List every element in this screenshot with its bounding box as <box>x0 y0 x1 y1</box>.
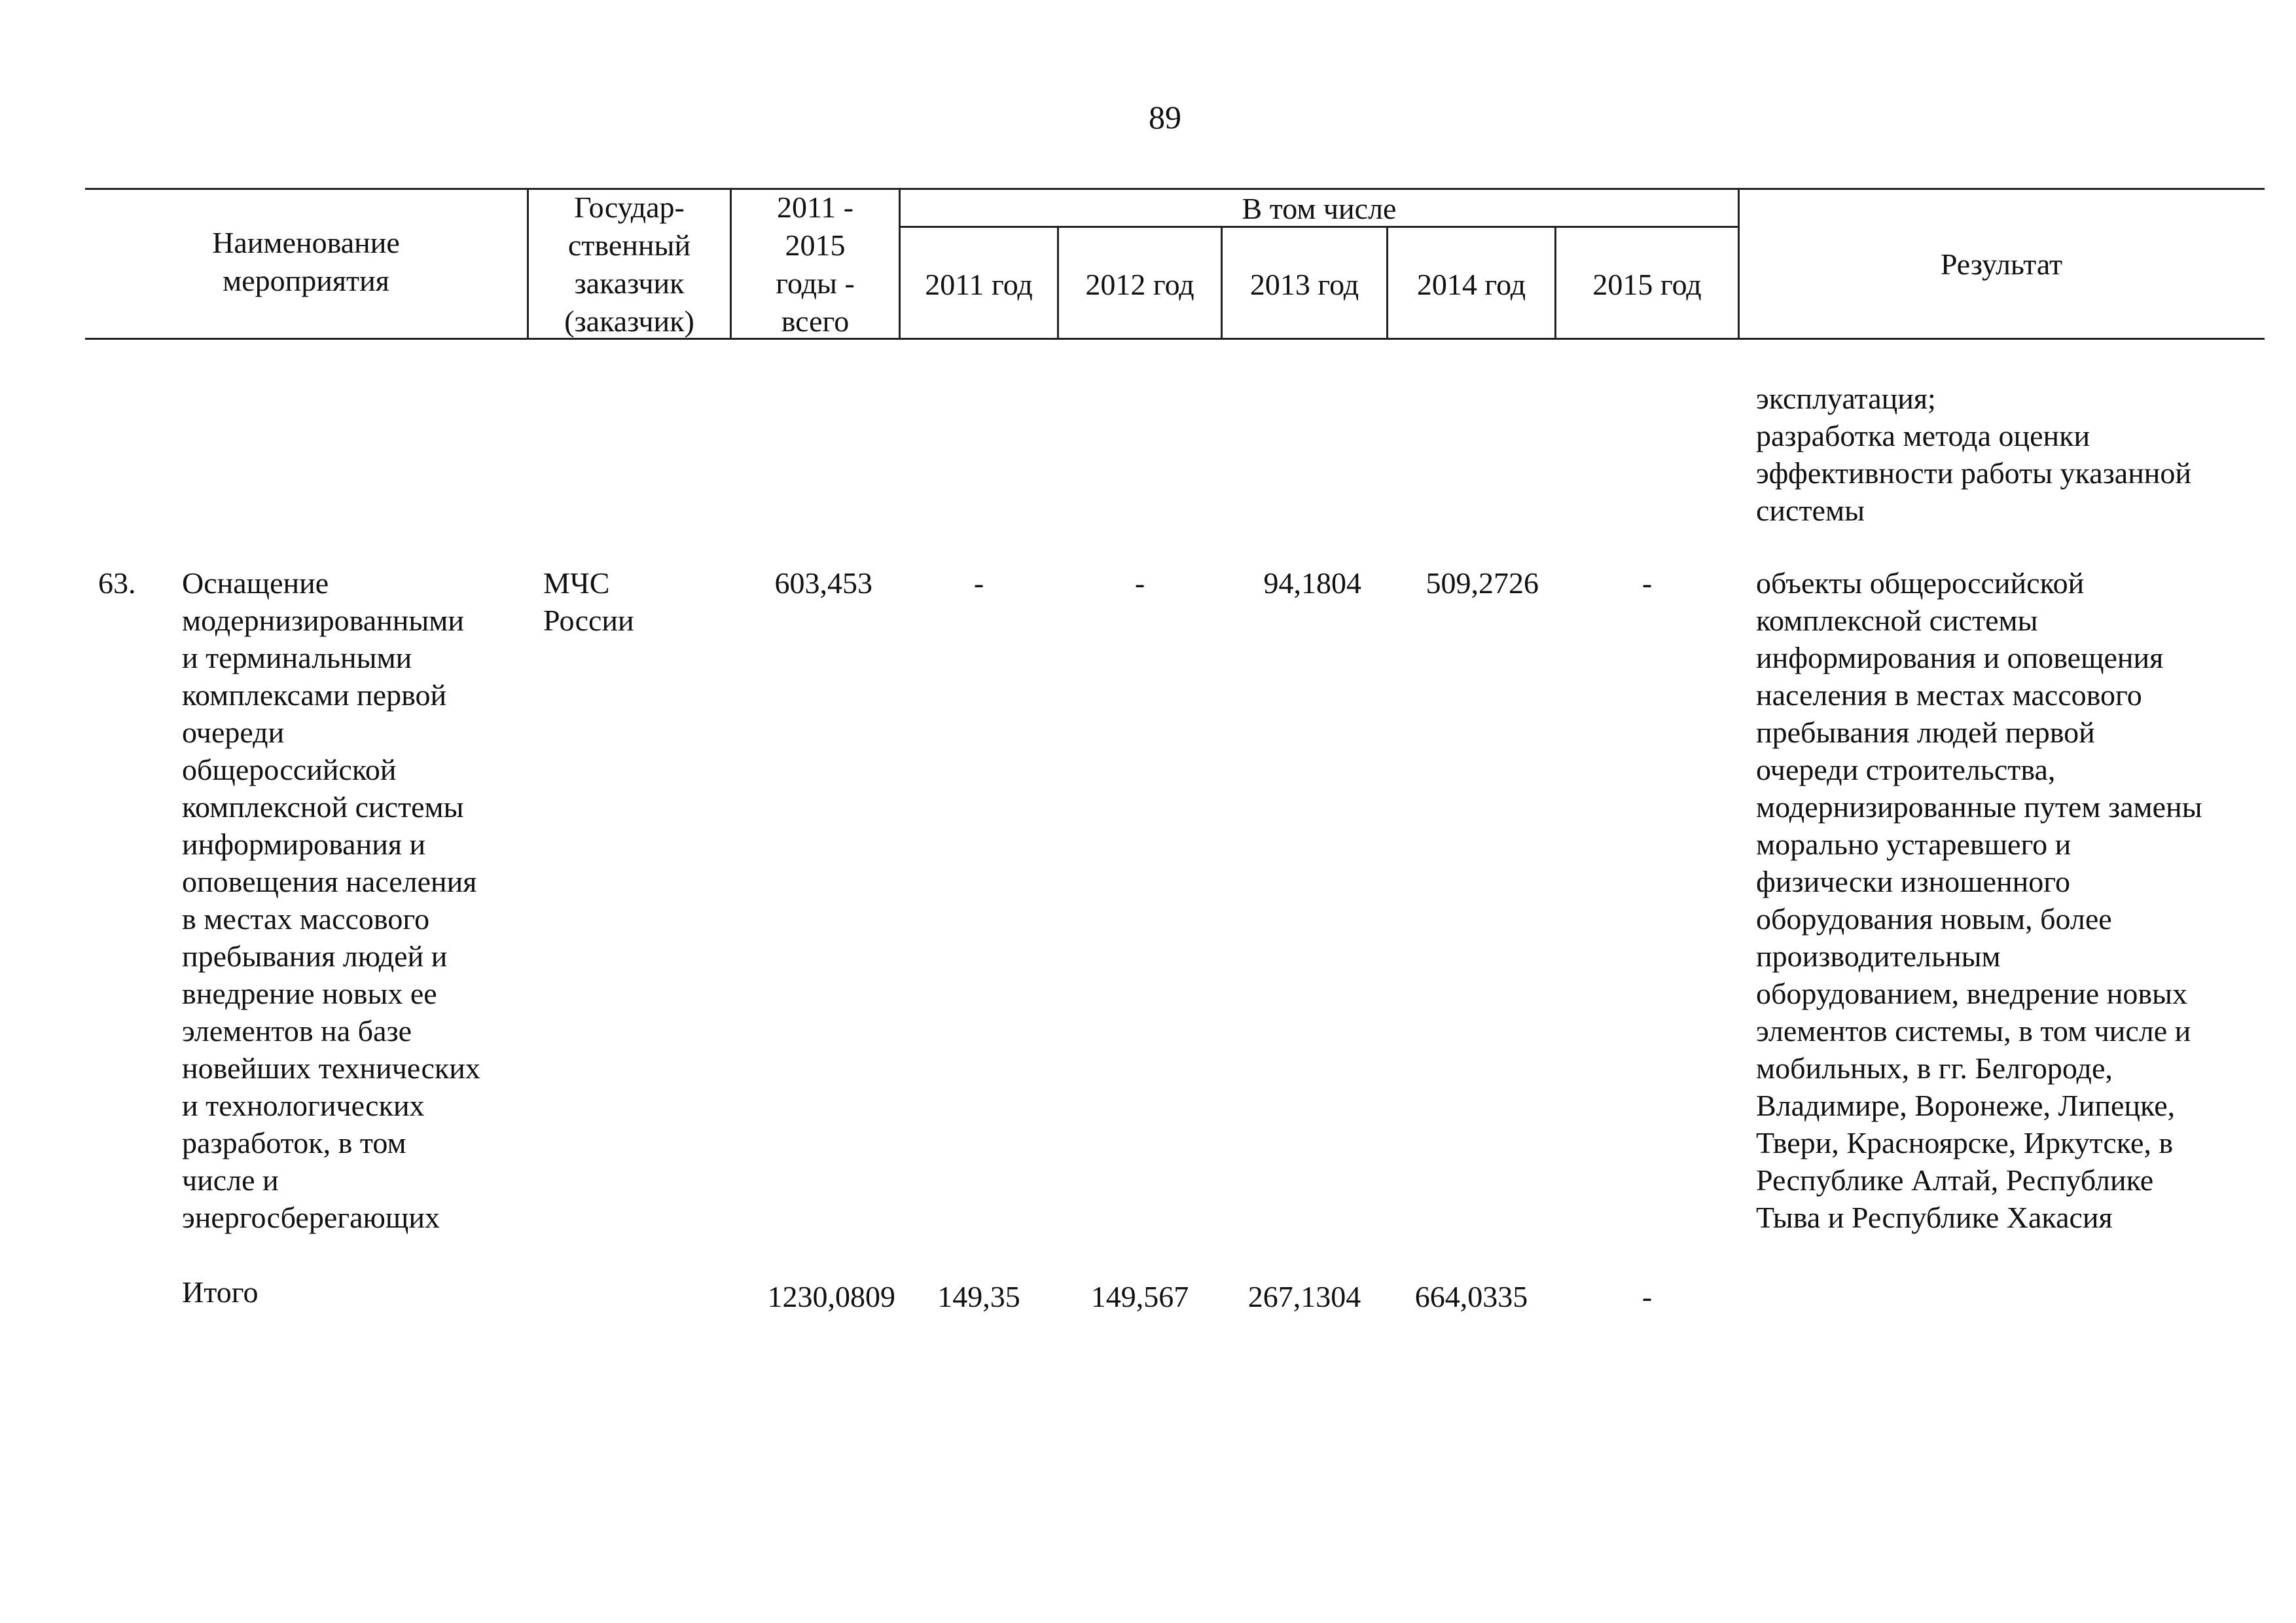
row-63-result: объекты общероссийской комплексной системы информирования и оповещения населения в местах массового пребывания людей первой очереди строительства, модернизированные путем замены морально устаревшего и физически изношенного оборудования новым, более производительным оборудованием, внедрение новых элементов системы, в том числе и мобильных, в гг. Белгороде, Владимире, Воронеже, Липецке, Твери, Красноярске, Иркутске, в Республике Алтай, Республике Тыва и Республике Хакасия <box>1756 566 2202 1234</box>
total-2014: 664,0335 <box>1414 1280 1528 1313</box>
header-name: Наименование мероприятия <box>212 226 400 297</box>
row-63-2014: 509,2726 <box>1426 566 1539 600</box>
row-63-number: 63. <box>98 566 136 600</box>
row-63-customer: МЧС России <box>543 566 634 637</box>
header-year-2012: 2012 год <box>1085 268 1194 301</box>
header-year-2011: 2011 год <box>925 268 1033 301</box>
page-number: 89 <box>1149 99 1181 136</box>
row-63-2011: - <box>973 566 984 600</box>
header-year-2015: 2015 год <box>1592 268 1702 301</box>
header-year-2014: 2014 год <box>1416 268 1526 301</box>
row-63-total: 603,453 <box>774 566 872 600</box>
total-all-years: 1230,0809 <box>767 1280 895 1313</box>
total-2011: 149,35 <box>937 1280 1020 1313</box>
header-result: Результат <box>1940 247 2063 281</box>
total-2015: - <box>1641 1280 1653 1313</box>
row-63-2015: - <box>1641 566 1653 600</box>
total-label: Итого <box>182 1275 259 1309</box>
row-63-2013: 94,1804 <box>1263 566 1361 600</box>
header-bottom-rule <box>85 338 2265 340</box>
total-2012: 149,567 <box>1090 1280 1189 1313</box>
continuation-result: эксплуатация; разработка метода оценки эффективности работы указанной системы <box>1756 382 2192 527</box>
row-63-name: Оснащение модернизированными и терминальными комплексами первой очереди общероссийской комплексной системы информирования и оповещения населения в местах массового пребывания людей и внедрение новых ее элементов на базе новейших технических и технологических разработок, в том числе и энергосберегающих <box>182 566 480 1234</box>
header-total: 2011 - 2015 годы - всего <box>776 191 855 338</box>
row-63-2012: - <box>1134 566 1145 600</box>
header-year-2013: 2013 год <box>1249 268 1359 301</box>
header-customer: Государ- ственный заказчик (заказчик) <box>564 191 694 338</box>
header-including: В том числе <box>1242 192 1397 225</box>
total-2013: 267,1304 <box>1247 1280 1361 1313</box>
